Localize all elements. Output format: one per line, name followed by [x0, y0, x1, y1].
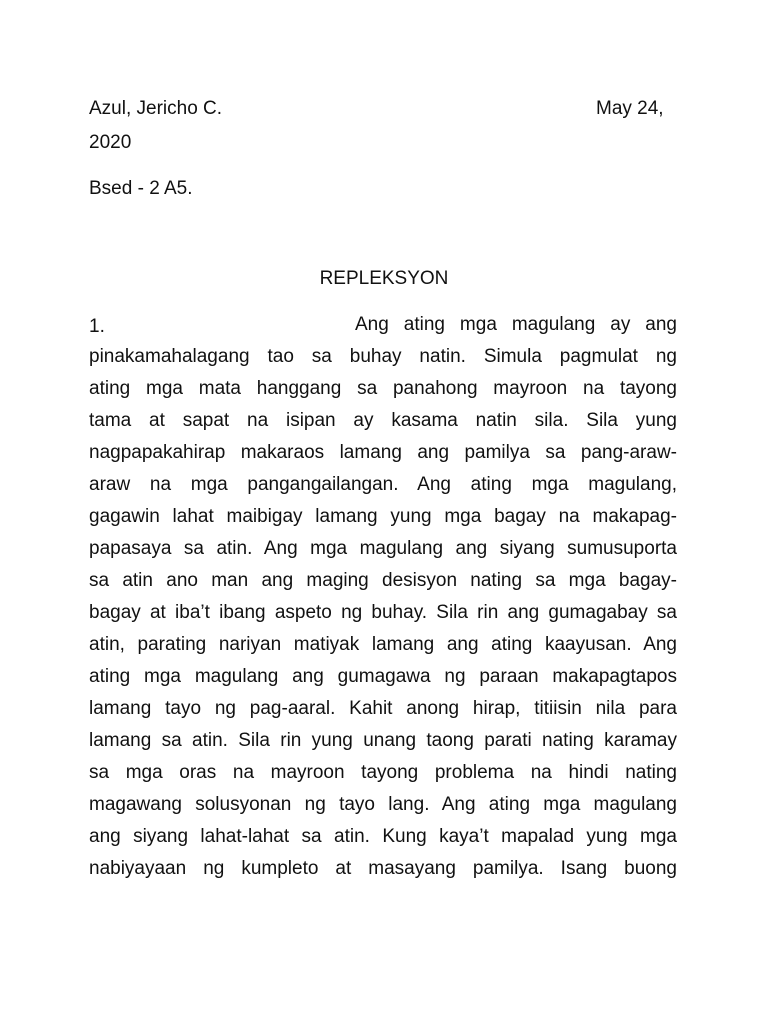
paragraph-line: ating mga magulang ang gumagawa ng paraan makapagtapos — [89, 666, 677, 687]
reflection-paragraph — [89, 313, 677, 889]
paragraph-line: ating mga mata hanggang sa panahong mayroon na tayong — [89, 378, 677, 399]
paragraph-line: sa atin ano man ang maging desisyon nating sa mga bagay- — [89, 570, 677, 591]
paragraph-line: pinakamahalagang tao sa buhay natin. Simula pagmulat ng — [89, 346, 677, 367]
paragraph-line: tama at sapat na isipan ay kasama natin sila. Sila yung — [89, 410, 677, 431]
paragraph-line: magawang solusyonan ng tayo lang. Ang ating mga magulang — [89, 794, 677, 815]
paragraph-line: nabiyayaan ng kumpleto at masayang pamilya. Isang buong — [89, 858, 677, 879]
document-title: REPLEKSYON — [319, 268, 449, 289]
paragraph-line: papasaya sa atin. Ang mga magulang ang siyang sumusuporta — [89, 538, 677, 559]
course-section: Bsed - 2 A5. — [89, 178, 193, 199]
paragraph-line: Ang ating mga magulang ay ang — [355, 314, 677, 335]
paragraph-line: lamang sa atin. Sila rin yung unang taong parati nating karamay — [89, 730, 677, 751]
item-number: 1. — [89, 316, 105, 337]
paragraph-line: sa mga oras na mayroon tayong problema na hindi nating — [89, 762, 677, 783]
paragraph-line: ang siyang lahat-lahat sa atin. Kung kaya’t mapalad yung mga — [89, 826, 677, 847]
paragraph-line: araw na mga pangangailangan. Ang ating mga magulang, — [89, 474, 677, 495]
paragraph-line: lamang tayo ng pag-aaral. Kahit anong hirap, titiisin nila para — [89, 698, 677, 719]
document-year: 2020 — [89, 132, 132, 153]
paragraph-line: gagawin lahat maibigay lamang yung mga bagay na makapag- — [89, 506, 677, 527]
paragraph-line: nagpapakahirap makaraos lamang ang pamilya sa pang-araw- — [89, 442, 677, 463]
author-name: Azul, Jericho C. — [89, 98, 223, 119]
document-date: May 24, — [596, 98, 664, 119]
paragraph-line: bagay at iba’t ibang aspeto ng buhay. Sila rin ang gumagabay sa — [89, 602, 677, 623]
paragraph-line: atin, parating nariyan matiyak lamang ang ating kaayusan. Ang — [89, 634, 677, 655]
